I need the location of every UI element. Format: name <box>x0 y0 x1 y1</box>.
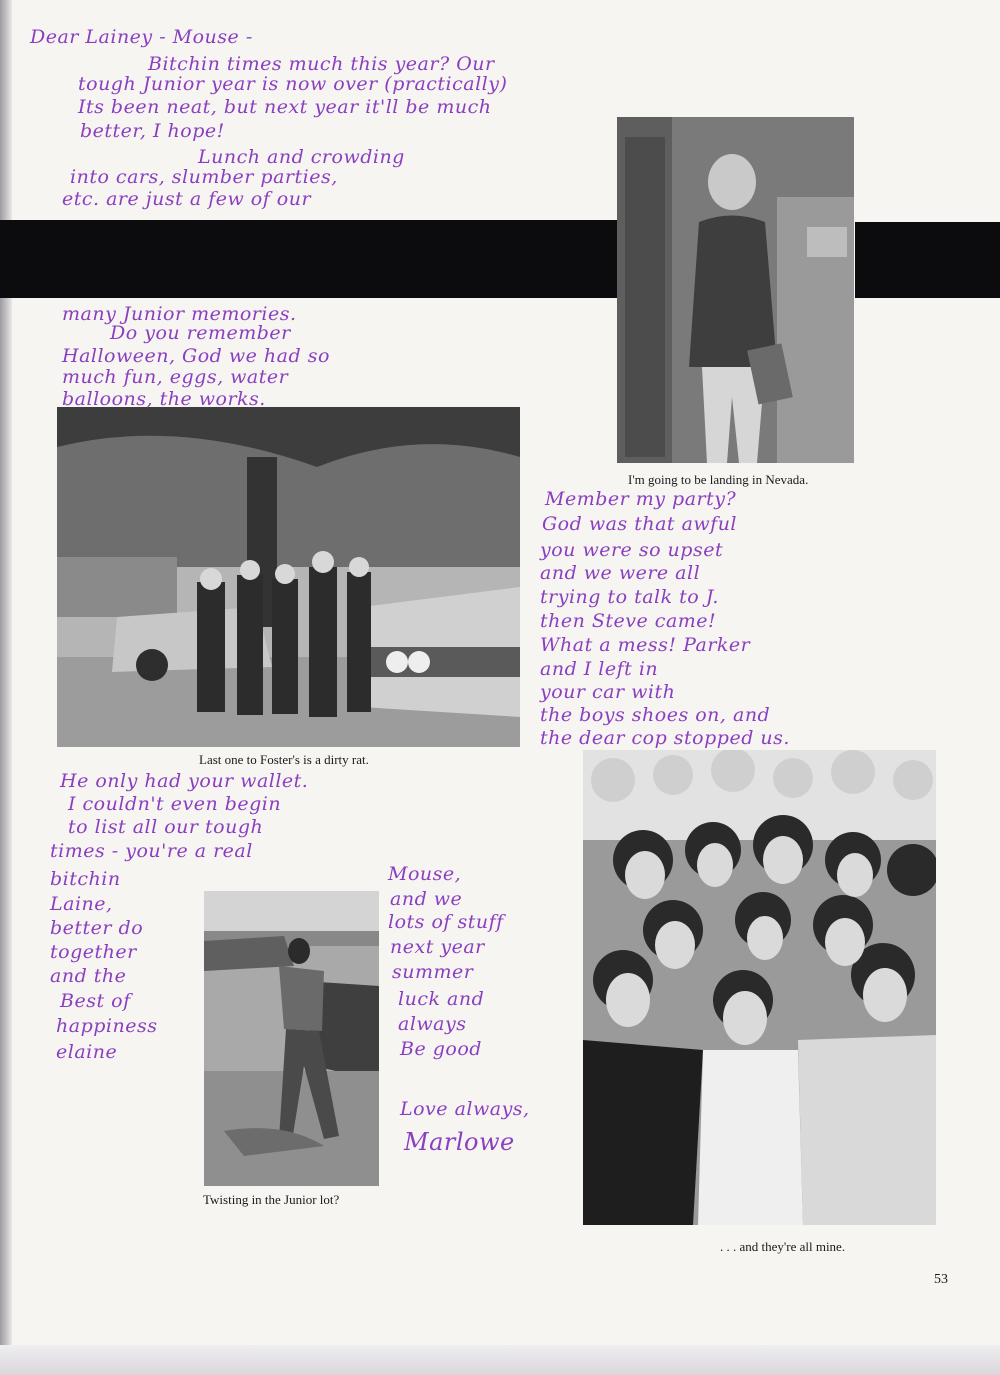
handwriting-line: together <box>50 941 137 963</box>
handwriting-line: luck and <box>398 988 485 1010</box>
handwriting-line: Do you remember <box>110 322 291 344</box>
handwriting-line: Mouse, <box>388 863 462 885</box>
handwriting-line: Bitchin times much this year? Our <box>148 53 495 75</box>
handwriting-line: etc. are just a few of our <box>62 188 312 210</box>
handwriting-line: the boys shoes on, and <box>540 704 771 726</box>
handwriting-line: you were so upset <box>540 539 724 561</box>
handwriting-line: balloons, the works. <box>62 388 266 410</box>
photo-crowd <box>583 750 936 1225</box>
photo-boy-twisting <box>204 891 379 1186</box>
handwriting-line: God was that awful <box>542 513 738 535</box>
caption-fosters: Last one to Foster's is a dirty rat. <box>199 752 369 767</box>
black-bar-left <box>0 220 617 298</box>
handwriting-line: Lunch and crowding <box>198 146 405 168</box>
handwriting-line: elaine <box>56 1041 118 1063</box>
handwriting-line: I couldn't even begin <box>68 793 282 815</box>
handwriting-line: better do <box>50 917 144 939</box>
handwriting-line: into cars, slumber parties, <box>70 166 338 188</box>
handwriting-line: the dear cop stopped us. <box>540 727 790 749</box>
caption-twisting: Twisting in the Junior lot? <box>203 1192 340 1207</box>
photo-girls-parking-lot <box>57 407 520 747</box>
handwriting-line: and we <box>390 888 463 910</box>
handwriting-line: Love always, <box>400 1098 530 1120</box>
page-number: 53 <box>934 1272 948 1287</box>
handwriting-line: trying to talk to J. <box>540 586 719 608</box>
handwriting-line: many Junior memories. <box>62 303 297 325</box>
handwriting-line: Best of <box>60 990 131 1012</box>
black-bar-right <box>855 222 1000 298</box>
handwriting-line: always <box>398 1013 467 1035</box>
handwriting-line: next year <box>390 936 485 958</box>
caption-mine: . . . and they're all mine. <box>720 1239 846 1254</box>
handwriting-line: Be good <box>400 1038 482 1060</box>
handwriting-line: Halloween, God we had so <box>62 345 330 367</box>
handwriting-line: lots of stuff <box>388 911 504 933</box>
handwriting-line: and we were all <box>540 562 701 584</box>
handwriting-line: What a mess! Parker <box>540 634 751 656</box>
handwriting-line: then Steve came! <box>540 610 717 632</box>
photo-boy-by-lockers <box>617 117 854 463</box>
handwriting-line: happiness <box>56 1015 158 1037</box>
handwriting-line: Dear Lainey - Mouse - <box>30 26 253 48</box>
handwriting-line: times - you're a real <box>50 840 253 862</box>
signature: Marlowe <box>404 1128 515 1156</box>
handwriting-line: to list all our tough <box>68 816 264 838</box>
handwriting-line: better, I hope! <box>80 120 225 142</box>
handwriting-line: Laine, <box>50 893 113 915</box>
handwriting-line: much fun, eggs, water <box>62 366 289 388</box>
handwriting-line: and I left in <box>540 658 659 680</box>
page-edge-shadow <box>0 0 12 1375</box>
handwriting-line: Its been neat, but next year it'll be much <box>78 96 492 118</box>
handwriting-line: summer <box>392 961 474 983</box>
handwriting-line: and the <box>50 965 127 987</box>
handwriting-line: your car with <box>540 681 676 703</box>
handwriting-line: He only had your wallet. <box>60 770 309 792</box>
caption-landing: I'm going to be landing in Nevada. <box>628 472 809 487</box>
handwriting-line: Member my party? <box>545 488 737 510</box>
handwriting-line: tough Junior year is now over (practically) <box>78 73 508 95</box>
page-bottom-shadow <box>0 1345 1000 1375</box>
handwriting-line: bitchin <box>50 868 121 890</box>
